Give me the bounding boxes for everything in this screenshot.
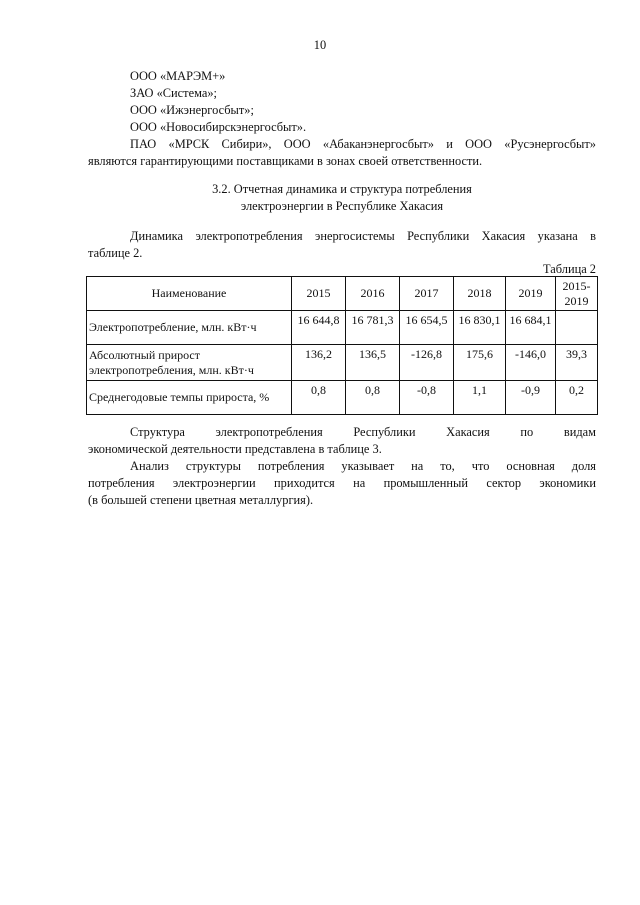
table-row <box>87 381 598 415</box>
paragraph-line: Структура электропотребления Республики Хакасия по видам <box>130 425 596 439</box>
header-line: 2015- <box>562 278 591 293</box>
section-title <box>0 181 640 215</box>
table-cell: -0,9 <box>506 381 556 415</box>
paragraph-line: Динамика электропотребления энергосистемы Республики Хакасия указана в <box>130 229 596 243</box>
page-number: 10 <box>313 38 327 52</box>
table-cell: 16 781,3 <box>346 311 400 345</box>
list-item: ООО «Новосибирскэнергосбыт». <box>130 120 307 134</box>
table-header-row <box>87 277 598 311</box>
table-cell-name: Среднегодовые темпы прироста, % <box>87 381 292 415</box>
table-cell: 136,5 <box>346 345 400 381</box>
paragraph-line: экономической деятельности представлена в таблице 3. <box>88 442 382 456</box>
supplier-list <box>88 68 596 170</box>
paragraph-line: потребления электроэнергии приходится на промышленный сектор экономики <box>88 476 596 490</box>
table-row <box>87 311 598 345</box>
paragraph-line: являются гарантирующими поставщиками в зонах своей ответственности. <box>88 154 483 168</box>
data-table <box>86 276 598 415</box>
table-header-cell: 2015 <box>292 277 346 311</box>
table-cell: 39,3 <box>556 345 598 381</box>
header-line: 2019 <box>564 293 589 308</box>
cell-line: электропотребления, млн. кВт·ч <box>89 362 254 377</box>
section-title-line: электроэнергии в Республике Хакасия <box>240 199 444 213</box>
table-header-cell: Наименование <box>87 277 292 311</box>
section-title-line: 3.2. Отчетная динамика и структура потребления <box>212 182 472 196</box>
table-cell: -126,8 <box>400 345 454 381</box>
table-cell: 16 830,1 <box>454 311 506 345</box>
table-cell: 16 644,8 <box>292 311 346 345</box>
table-cell: 16 684,1 <box>506 311 556 345</box>
table-header-cell: 2018 <box>454 277 506 311</box>
table-cell: 0,2 <box>556 381 598 415</box>
cell-line: Абсолютный прирост <box>89 347 200 362</box>
table-header-cell: 2016 <box>346 277 400 311</box>
table-cell: 175,6 <box>454 345 506 381</box>
body-paragraphs <box>88 424 596 509</box>
table-row <box>87 345 598 381</box>
list-item: ООО «Ижэнергосбыт»; <box>130 103 254 117</box>
list-item: ЗАО «Система»; <box>130 86 217 100</box>
table-cell-name: Электропотребление, млн. кВт·ч <box>87 311 292 345</box>
table-cell: 1,1 <box>454 381 506 415</box>
table-header-cell: 2019 <box>506 277 556 311</box>
table-cell: 0,8 <box>292 381 346 415</box>
table-cell: -0,8 <box>400 381 454 415</box>
table-cell: 16 654,5 <box>400 311 454 345</box>
table-cell: -146,0 <box>506 345 556 381</box>
intro-paragraph <box>88 228 596 262</box>
paragraph-line: ПАО «МРСК Сибири», ООО «Абаканэнергосбыт» и ООО «Русэнергосбыт» <box>130 137 596 151</box>
list-item: ООО «МАРЭМ+» <box>130 69 226 83</box>
table-cell <box>556 311 598 345</box>
table-cell-name <box>87 345 292 381</box>
table-header-cell <box>556 277 598 311</box>
table-header-cell: 2017 <box>400 277 454 311</box>
paragraph-line: Анализ структуры потребления указывает на то, что основная доля <box>130 459 596 473</box>
table-caption: Таблица 2 <box>543 262 596 276</box>
paragraph-line: (в большей степени цветная металлургия). <box>88 493 314 507</box>
table-cell: 0,8 <box>346 381 400 415</box>
paragraph-line: таблице 2. <box>88 246 143 260</box>
table-cell: 136,2 <box>292 345 346 381</box>
